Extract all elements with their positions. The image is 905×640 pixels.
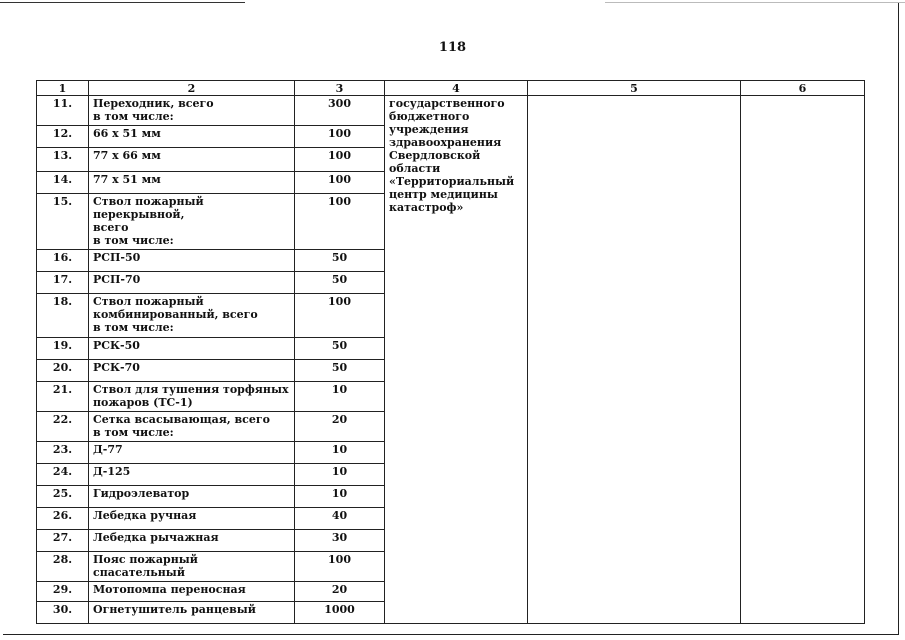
item-name: РСП-70 — [89, 272, 295, 294]
row-number: 12. — [37, 126, 89, 148]
item-name: Лебедка ручная — [89, 508, 295, 530]
column-header: 5 — [528, 81, 741, 96]
row-number: 15. — [37, 194, 89, 250]
page-number: 118 — [438, 40, 467, 55]
item-name: Сетка всасывающая, всего в том числе: — [89, 412, 295, 442]
item-quantity: 30 — [295, 530, 385, 552]
item-name: РСП-50 — [89, 250, 295, 272]
item-quantity: 50 — [295, 250, 385, 272]
row-number: 22. — [37, 412, 89, 442]
column-5-cell — [528, 96, 741, 624]
organization-cell: государственного бюджетного учреждения здравоохранения Свердловской области «Территориальный центр медицины катастроф» — [385, 96, 528, 624]
column-6-cell — [741, 96, 865, 624]
item-name: Ствол пожарный комбинированный, всего в том числе: — [89, 294, 295, 338]
item-quantity: 300 — [295, 96, 385, 126]
row-number: 29. — [37, 582, 89, 602]
item-quantity: 50 — [295, 338, 385, 360]
item-quantity: 20 — [295, 412, 385, 442]
item-quantity: 100 — [295, 148, 385, 172]
item-name: 77 х 66 мм — [89, 148, 295, 172]
column-header: 3 — [295, 81, 385, 96]
item-quantity: 10 — [295, 464, 385, 486]
item-name: Д-77 — [89, 442, 295, 464]
item-quantity: 10 — [295, 486, 385, 508]
item-name: Огнетушитель ранцевый — [89, 602, 295, 624]
row-number: 17. — [37, 272, 89, 294]
table-row — [37, 96, 865, 126]
item-name: Лебедка рычажная — [89, 530, 295, 552]
item-quantity: 100 — [295, 194, 385, 250]
item-quantity: 100 — [295, 294, 385, 338]
row-number: 11. — [37, 96, 89, 126]
item-quantity: 100 — [295, 172, 385, 194]
row-number: 19. — [37, 338, 89, 360]
item-quantity: 20 — [295, 582, 385, 602]
table-header-row — [37, 81, 865, 96]
item-name: РСК-70 — [89, 360, 295, 382]
column-header: 2 — [89, 81, 295, 96]
item-name: Пояс пожарный спасательный — [89, 552, 295, 582]
item-quantity: 100 — [295, 552, 385, 582]
item-name: Переходник, всего в том числе: — [89, 96, 295, 126]
item-name: Ствол пожарный перекрывной, всего в том числе: — [89, 194, 295, 250]
item-quantity: 100 — [295, 126, 385, 148]
item-quantity: 50 — [295, 360, 385, 382]
column-header: 4 — [385, 81, 528, 96]
row-number: 28. — [37, 552, 89, 582]
row-number: 23. — [37, 442, 89, 464]
item-quantity: 50 — [295, 272, 385, 294]
table-body — [37, 81, 865, 624]
row-number: 21. — [37, 382, 89, 412]
item-quantity: 40 — [295, 508, 385, 530]
item-quantity: 10 — [295, 382, 385, 412]
item-name: 77 х 51 мм — [89, 172, 295, 194]
item-name: РСК-50 — [89, 338, 295, 360]
row-number: 26. — [37, 508, 89, 530]
column-header: 1 — [37, 81, 89, 96]
item-name: Мотопомпа переносная — [89, 582, 295, 602]
row-number: 16. — [37, 250, 89, 272]
item-quantity: 1000 — [295, 602, 385, 624]
item-name: 66 х 51 мм — [89, 126, 295, 148]
item-name: Гидроэлеватор — [89, 486, 295, 508]
item-quantity: 10 — [295, 442, 385, 464]
equipment-table — [36, 80, 865, 624]
row-number: 18. — [37, 294, 89, 338]
row-number: 25. — [37, 486, 89, 508]
row-number: 13. — [37, 148, 89, 172]
row-number: 24. — [37, 464, 89, 486]
row-number: 14. — [37, 172, 89, 194]
row-number: 30. — [37, 602, 89, 624]
row-number: 20. — [37, 360, 89, 382]
row-number: 27. — [37, 530, 89, 552]
item-name: Д-125 — [89, 464, 295, 486]
column-header: 6 — [741, 81, 865, 96]
item-name: Ствол для тушения торфяных пожаров (ТС-1) — [89, 382, 295, 412]
